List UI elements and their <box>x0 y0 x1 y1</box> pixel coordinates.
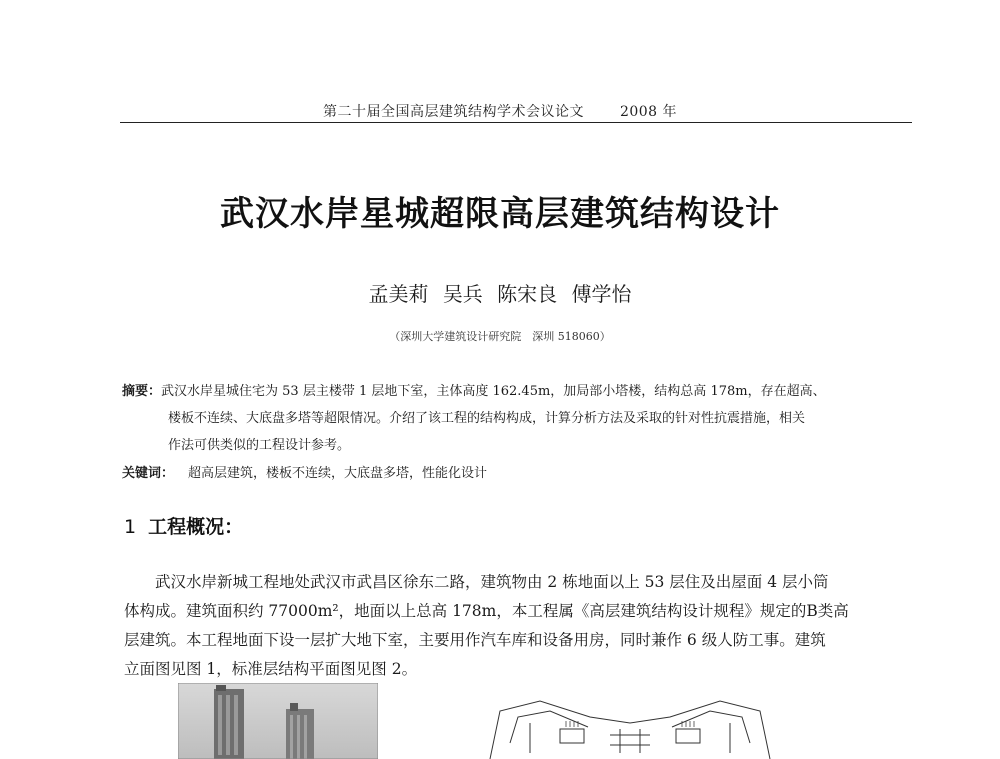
header-year: 2008 年 <box>619 104 678 120</box>
author: 傅学怡 <box>571 282 632 306</box>
section-number: 1 <box>124 516 137 538</box>
body-line: 层建筑。本工程地面下设一层扩大地下室，主要用作汽车库和设备用房，同时兼作 6 级人防工事。建筑 <box>124 631 826 649</box>
abstract-line: 楼板不连续、大底盘多塔等超限情况。介绍了该工程的结构构成，计算分析方法及采取的针对性抗震措施，相关 <box>168 411 806 426</box>
author: 陈宋良 <box>497 282 558 306</box>
body-paragraph <box>124 568 914 684</box>
building-photo-image <box>178 683 378 759</box>
affiliation: （深圳大学建筑设计研究院 深圳 518060） <box>389 330 611 343</box>
section-heading <box>124 512 243 539</box>
abstract-line: 武汉水岸星城住宅为 53 层主楼带 1 层地下室，主体高度 162.45m，加局部小塔楼，结构总高 178m，存在超高、 <box>161 384 826 399</box>
author-list <box>0 278 1000 307</box>
keywords-text: 超高层建筑，楼板不连续，大底盘多塔，性能化设计 <box>188 466 488 481</box>
keywords-label: 关键词： <box>122 466 175 481</box>
section-title: 工程概况： <box>148 516 244 538</box>
body-line: 立面图见图 1，标准层结构平面图见图 2。 <box>124 660 418 678</box>
figure-floor-plan <box>470 683 790 759</box>
abstract-line: 作法可供类似的工程设计参考。 <box>168 438 351 453</box>
abstract <box>122 378 917 459</box>
paper-title: 武汉水岸星城超限高层建筑结构设计 <box>220 194 780 234</box>
header-rule <box>120 122 912 123</box>
body-line: 武汉水岸新城工程地处武汉市武昌区徐东二路，建筑物由 2 栋地面以上 53 层住及出屋面 4 层小筒 <box>124 573 829 591</box>
running-header <box>0 101 1000 121</box>
conference-name: 第二十届全国高层建筑结构学术会议论文 <box>322 104 584 120</box>
keywords <box>122 462 917 481</box>
author: 吴兵 <box>442 282 483 306</box>
author: 孟美莉 <box>368 282 429 306</box>
abstract-label: 摘要： <box>122 384 162 399</box>
body-line: 体构成。建筑面积约 77000m²，地面以上总高 178m，本工程属《高层建筑结构设计规程》规定的B类高 <box>124 602 849 620</box>
floor-plan-drawing <box>470 683 790 759</box>
figure-building-photo <box>178 683 378 759</box>
